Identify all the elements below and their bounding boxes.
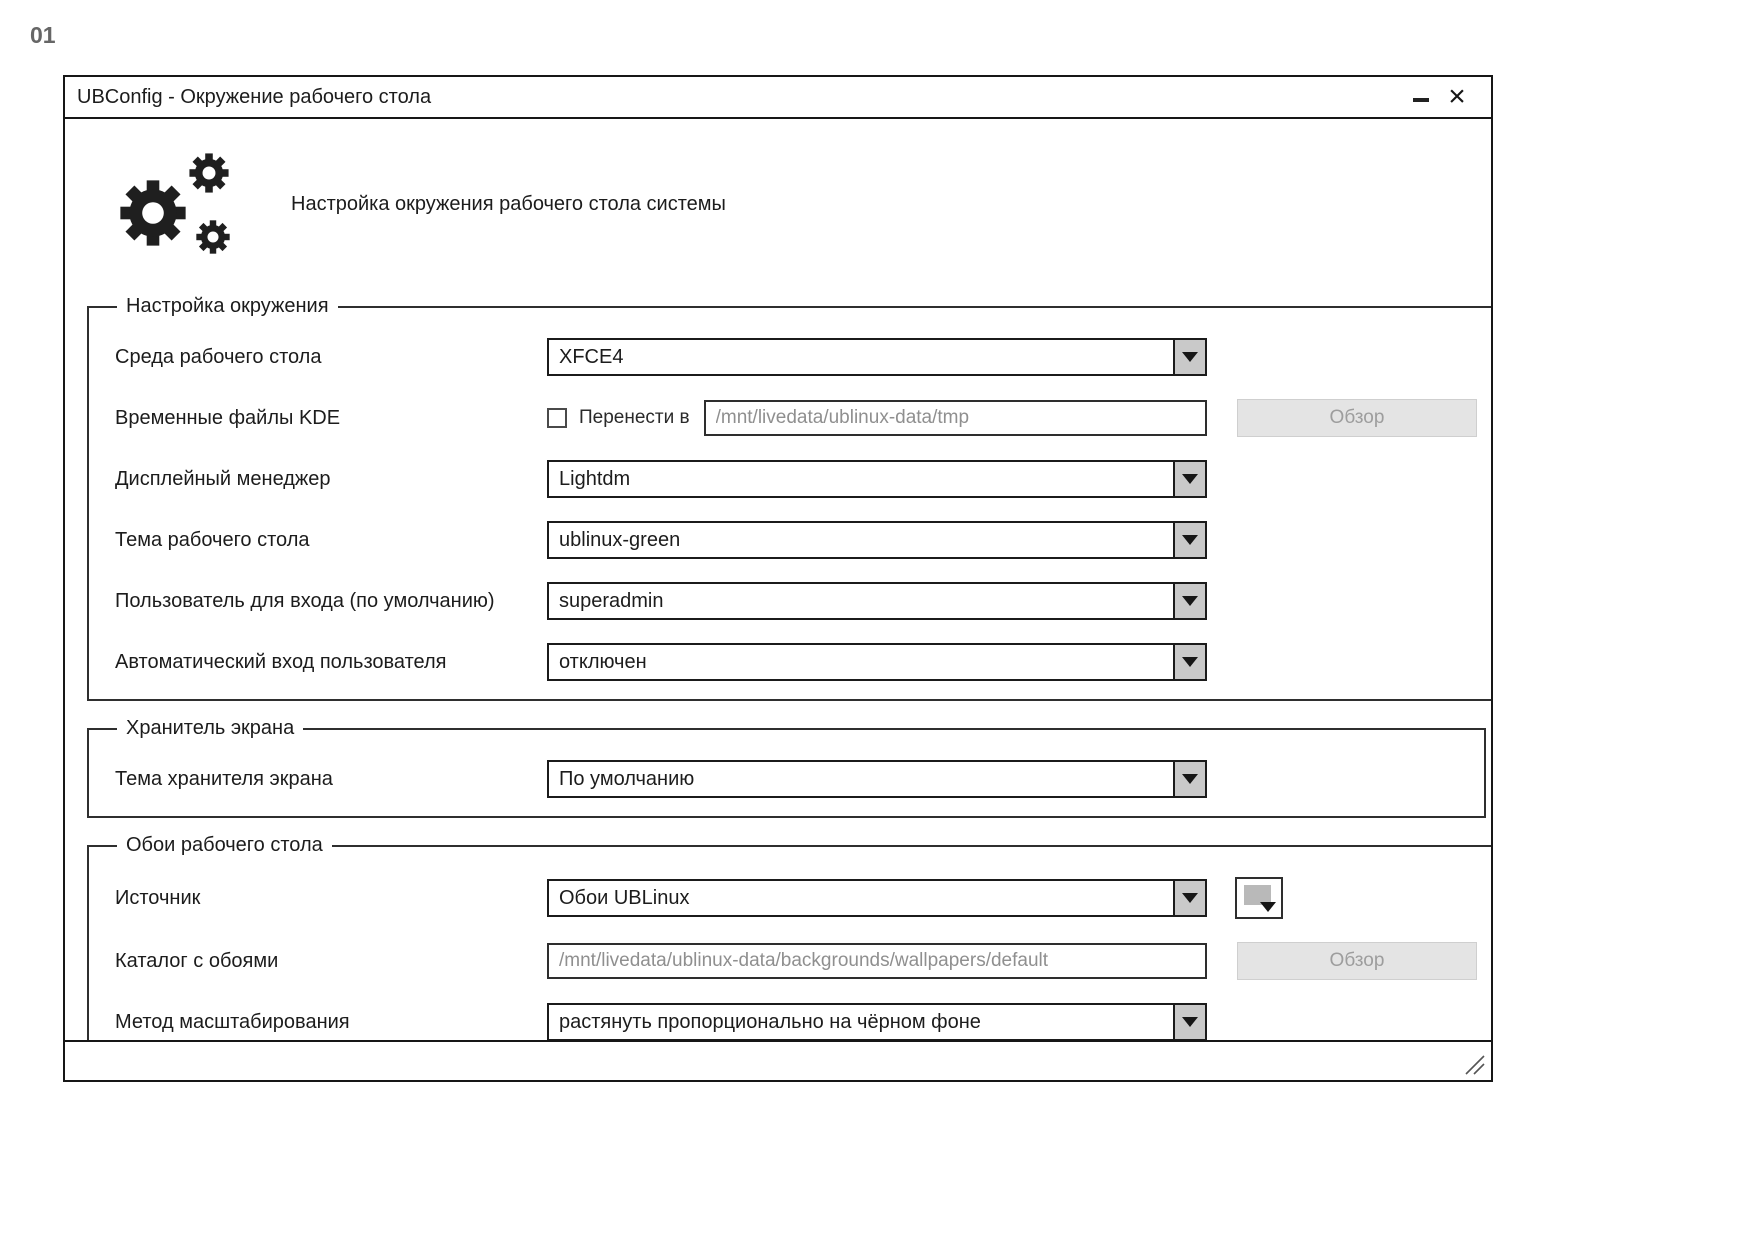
close-icon: × — [1448, 80, 1466, 113]
chevron-down-icon — [1182, 893, 1198, 903]
row-kde-temp-files — [115, 399, 1477, 437]
wallpaper-preview-button[interactable] — [1235, 877, 1283, 919]
row-wallpaper-source — [115, 877, 1477, 919]
login-user-dropdown[interactable] — [547, 582, 1207, 620]
kde-temp-label: Временные файлы KDE — [115, 406, 341, 429]
chevron-down-icon — [1182, 1017, 1198, 1027]
screensaver-theme-dropdown[interactable] — [547, 760, 1207, 798]
row-login-user — [115, 582, 1477, 620]
login-user-label: Пользователь для входа (по умолчанию) — [115, 589, 495, 612]
window-content — [65, 119, 1491, 1040]
dropdown-arrow-button[interactable] — [1173, 584, 1205, 618]
display-manager-label: Дисплейный менеджер — [115, 467, 331, 490]
chevron-down-icon — [1182, 474, 1198, 484]
dropdown-value: отключен — [559, 650, 647, 673]
dropdown-value: растянуть пропорционально на чёрном фоне — [559, 1010, 981, 1033]
desktop-environment-dropdown[interactable] — [547, 338, 1207, 376]
desktop-environment-label: Среда рабочего стола — [115, 345, 322, 368]
header — [111, 147, 1486, 261]
chevron-down-icon — [1260, 902, 1276, 912]
dropdown-arrow-button[interactable] — [1173, 462, 1205, 496]
dropdown-value: XFCE4 — [559, 345, 624, 368]
window-title: UBConfig - Окружение рабочего стола — [77, 85, 432, 108]
dropdown-arrow-button[interactable] — [1173, 523, 1205, 557]
wallpaper-directory-label: Каталог с обоями — [115, 949, 279, 972]
row-auto-login — [115, 643, 1477, 681]
group-environment — [87, 295, 1491, 701]
display-manager-dropdown[interactable] — [547, 460, 1207, 498]
ubconfig-window — [63, 75, 1493, 1082]
group-environment-title: Настройка окружения — [126, 295, 329, 317]
dropdown-arrow-button[interactable] — [1173, 1005, 1205, 1039]
row-desktop-environment — [115, 338, 1477, 376]
dropdown-arrow-button[interactable] — [1173, 645, 1205, 679]
screensaver-theme-label: Тема хранителя экрана — [115, 767, 333, 790]
row-screensaver-theme — [115, 760, 1464, 798]
scaling-method-dropdown[interactable] — [547, 1003, 1207, 1040]
auto-login-label: Автоматический вход пользователя — [115, 650, 447, 673]
close-button[interactable] — [1439, 79, 1475, 115]
page-label: 01 — [30, 22, 56, 48]
move-kde-temp-checkbox-label: Перенести в — [579, 407, 690, 428]
chevron-down-icon — [1182, 657, 1198, 667]
row-scaling-method — [115, 1003, 1477, 1040]
dropdown-arrow-button[interactable] — [1173, 881, 1205, 915]
dropdown-value: Обои UBLinux — [559, 886, 690, 909]
dropdown-value: superadmin — [559, 589, 664, 612]
group-screensaver-title: Хранитель экрана — [126, 717, 295, 739]
group-screensaver — [87, 717, 1486, 818]
chevron-down-icon — [1182, 596, 1198, 606]
chevron-down-icon — [1182, 774, 1198, 784]
header-description: Настройка окружения рабочего стола системы — [291, 192, 726, 215]
kde-temp-browse-button[interactable]: Обзор — [1237, 399, 1477, 437]
wallpaper-source-label: Источник — [115, 886, 201, 909]
minimize-button[interactable] — [1403, 79, 1439, 115]
dropdown-value: ublinux-green — [559, 528, 681, 551]
chevron-down-icon — [1182, 352, 1198, 362]
wallpaper-source-dropdown[interactable] — [547, 879, 1207, 917]
kde-temp-controls — [547, 400, 1207, 436]
minimize-icon — [1413, 98, 1429, 102]
wallpaper-directory-browse-button[interactable]: Обзор — [1237, 942, 1477, 980]
group-wallpaper — [87, 834, 1491, 1040]
kde-temp-path-input[interactable] — [704, 400, 1207, 436]
group-wallpaper-title: Обои рабочего стола — [126, 834, 323, 856]
dropdown-arrow-button[interactable] — [1173, 340, 1205, 374]
desktop-theme-dropdown[interactable] — [547, 521, 1207, 559]
gears-icon — [111, 147, 243, 261]
dropdown-value: По умолчанию — [559, 767, 695, 790]
row-display-manager — [115, 460, 1477, 498]
wallpaper-directory-input[interactable] — [547, 943, 1207, 979]
statusbar — [65, 1040, 1491, 1080]
move-kde-temp-checkbox[interactable] — [547, 408, 567, 428]
row-desktop-theme — [115, 521, 1477, 559]
scaling-method-label: Метод масштабирования — [115, 1010, 350, 1033]
titlebar — [65, 77, 1491, 119]
desktop-theme-label: Тема рабочего стола — [115, 528, 310, 551]
chevron-down-icon — [1182, 535, 1198, 545]
row-wallpaper-directory — [115, 942, 1477, 980]
resize-grip-icon[interactable] — [1463, 1055, 1485, 1075]
dropdown-value: Lightdm — [559, 467, 631, 490]
dropdown-arrow-button[interactable] — [1173, 762, 1205, 796]
auto-login-dropdown[interactable] — [547, 643, 1207, 681]
